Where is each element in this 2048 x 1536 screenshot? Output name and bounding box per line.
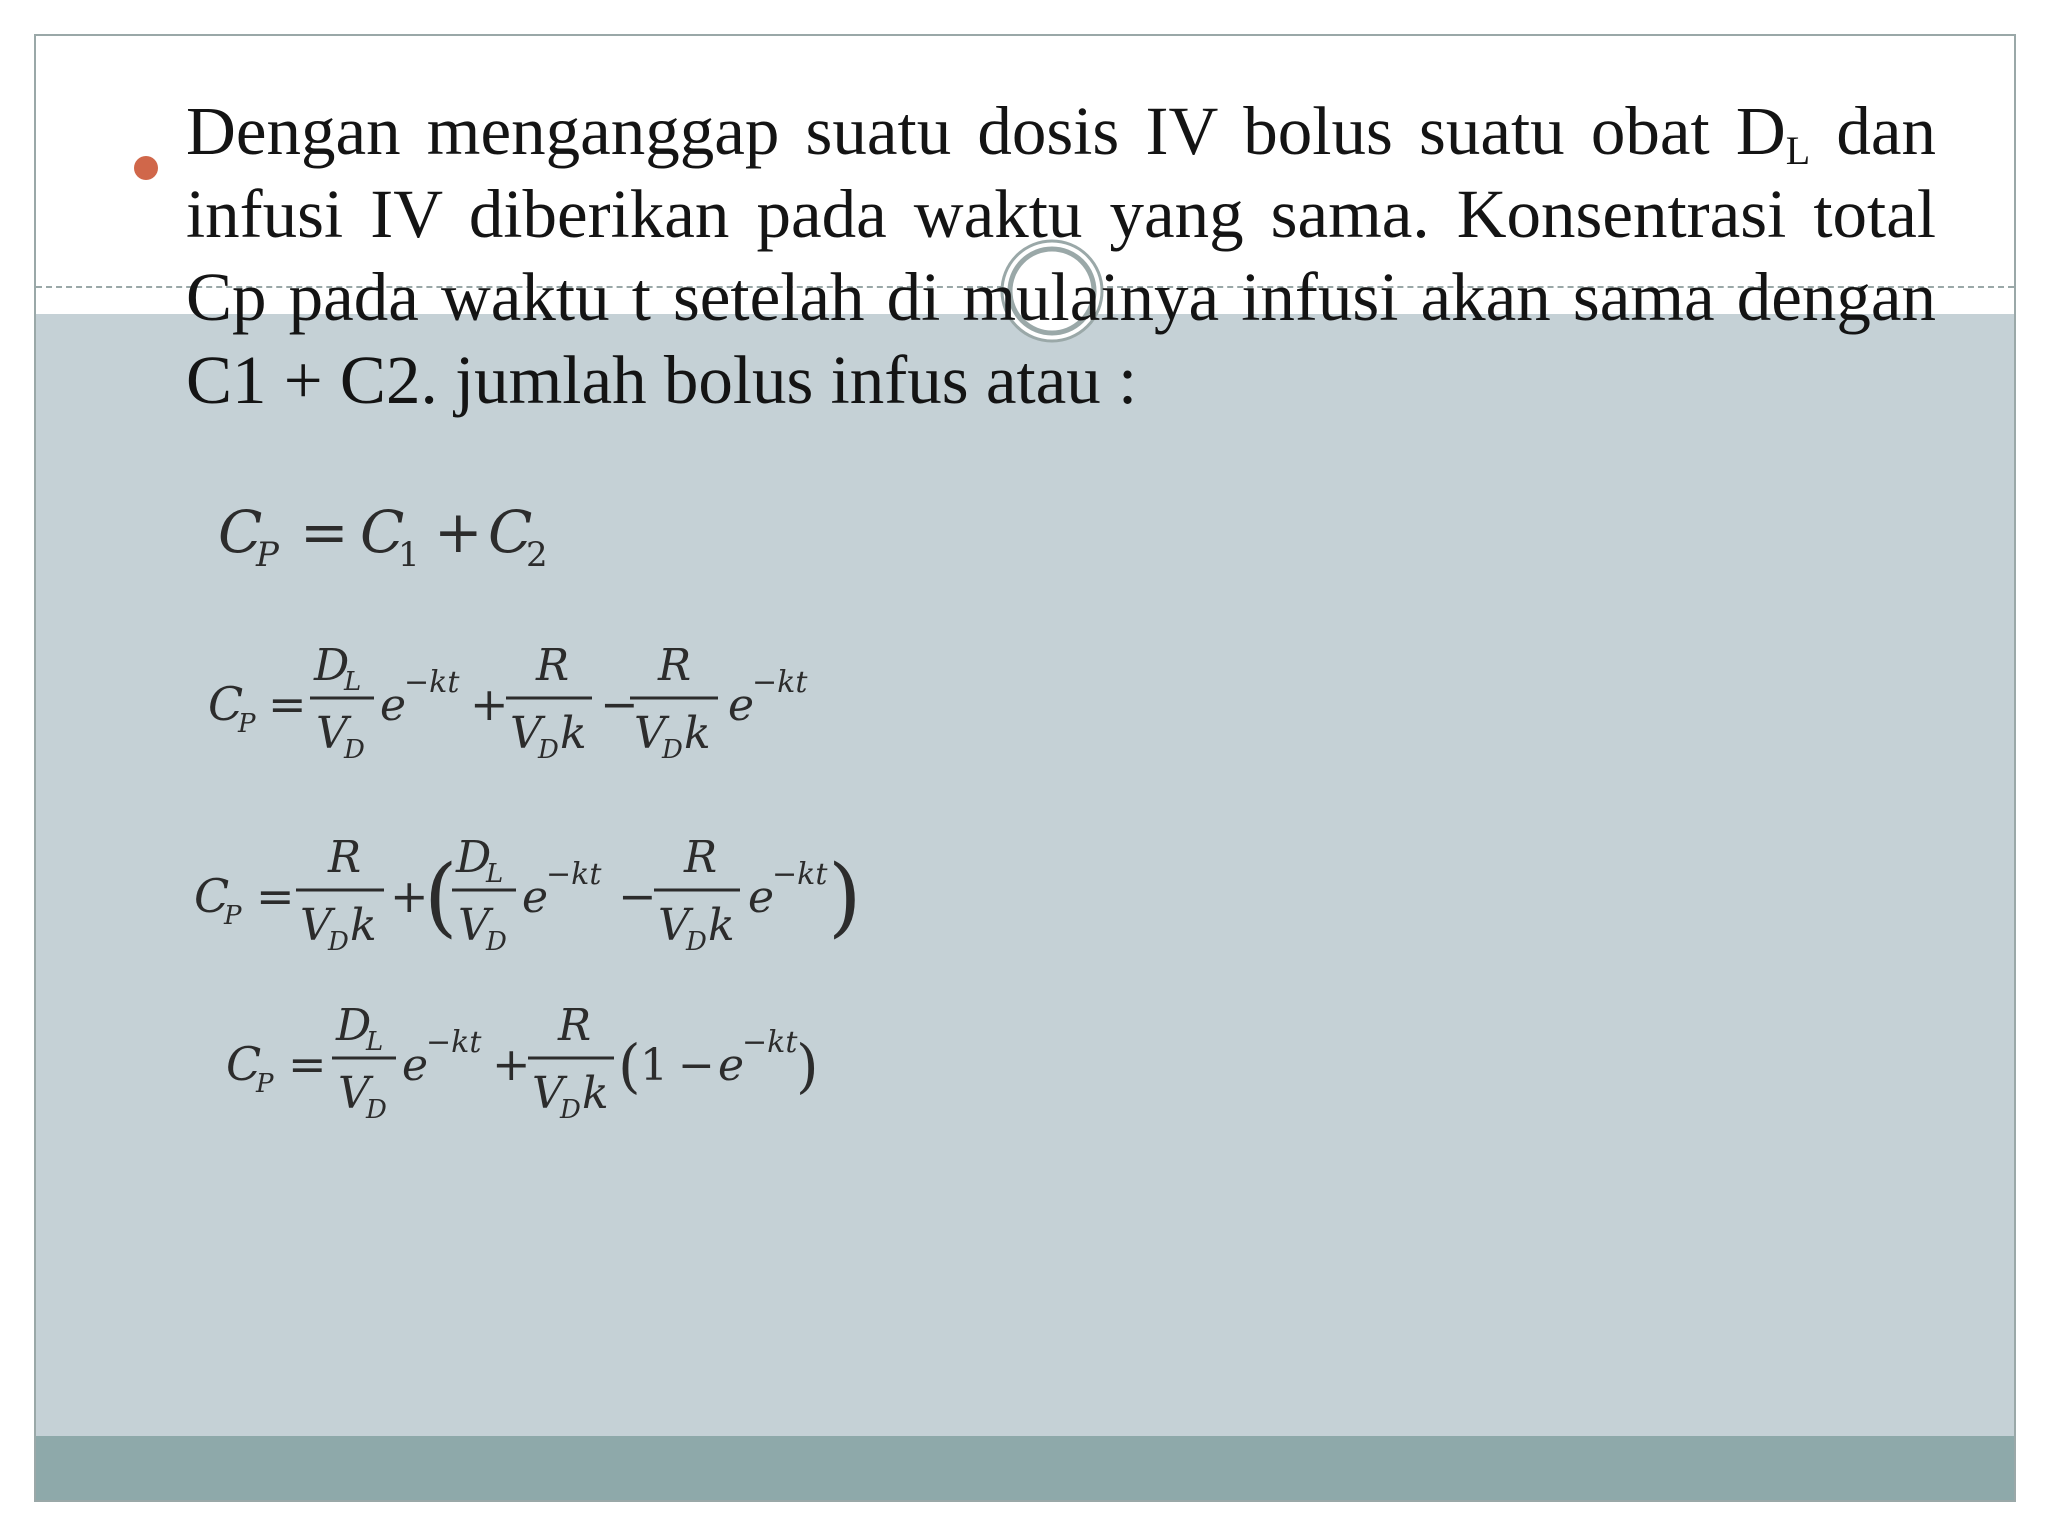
eq4-frac1-num: D [336, 1000, 372, 1051]
eq3-frac1-den-sub: D [328, 927, 349, 957]
eq4-frac2-num: R [558, 1000, 592, 1051]
eq3-frac1-den-k: k [350, 900, 377, 951]
eq3-frac2-den-sub: D [486, 927, 507, 957]
eq4-frac1-num-sub: L [366, 1027, 384, 1057]
eq2-lhs: C [208, 677, 244, 731]
eq3-right-paren: ) [828, 847, 862, 947]
eq4-exp1-base: e [402, 1040, 429, 1091]
eq1-term2-sub: 2 [526, 535, 548, 575]
eq1-term1-sub: 1 [398, 535, 420, 575]
equation-4 [226, 1000, 819, 1125]
eq3-exp1-power: −kt [546, 857, 602, 892]
eq3-frac1-den: V [300, 900, 332, 951]
eq4-exp2-base: e [718, 1040, 745, 1091]
eq2-equals: = [268, 677, 307, 731]
eq2-frac3-den-k: k [684, 708, 711, 759]
eq3-minus: − [618, 869, 657, 923]
eq3-frac3-num: R [684, 832, 718, 883]
eq2-plus: + [470, 677, 509, 731]
eq1-lhs: C [218, 498, 263, 566]
eq4-lhs: C [226, 1037, 262, 1091]
eq2-frac3-den: V [634, 708, 666, 759]
eq2-frac3-num: R [658, 640, 692, 691]
eq2-minus: − [600, 677, 639, 731]
eq4-frac1-den: V [338, 1068, 370, 1119]
eq1-lhs-sub: P [256, 535, 279, 575]
eq3-plus: + [390, 869, 429, 923]
eq3-exp2-power: −kt [772, 857, 828, 892]
eq3-left-paren: ( [424, 847, 458, 947]
eq3-lhs: C [194, 869, 230, 923]
eq2-lhs-sub: P [238, 709, 256, 739]
equation-2 [208, 640, 808, 765]
eq4-right-paren: ) [796, 1032, 819, 1100]
eq2-frac3-den-sub: D [662, 735, 683, 765]
eq2-frac2-den-k: k [560, 708, 587, 759]
eq3-frac2-den: V [458, 900, 490, 951]
eq3-frac2-num: D [456, 832, 492, 883]
eq2-frac2-num: R [536, 640, 570, 691]
eq3-frac3-den-k: k [708, 900, 735, 951]
eq4-lhs-sub: P [256, 1069, 274, 1099]
eq1-plus: + [434, 498, 483, 566]
eq3-lhs-sub: P [224, 901, 242, 931]
bullet-text-subscript: L [1785, 128, 1811, 173]
eq4-frac2-den-sub: D [560, 1095, 581, 1125]
eq4-exp2-power: −kt [742, 1025, 798, 1060]
eq3-exp1-base: e [522, 872, 549, 923]
eq3-frac2-num-sub: L [486, 859, 504, 889]
slide-footer-band [36, 1436, 2014, 1502]
eq2-frac2-den-sub: D [538, 735, 559, 765]
eq2-exp2-base: e [728, 680, 755, 731]
eq2-frac1-den-sub: D [344, 735, 365, 765]
bullet-item [86, 90, 1936, 422]
eq3-frac3-den-sub: D [686, 927, 707, 957]
equation-1 [218, 498, 548, 575]
eq4-frac1-den-sub: D [366, 1095, 387, 1125]
eq2-frac1-den: V [316, 708, 348, 759]
eq1-equals: = [300, 498, 349, 566]
eq4-frac2-den-k: k [582, 1068, 609, 1119]
equations-block [188, 480, 1388, 1200]
bullet-text-rest: dan infusi IV diberikan pada waktu yang sama. Konsentrasi total Cp pada waktu t setelah di mulainya infusi akan sama dengan C1 + C2. jumlah bolus infus atau : [186, 93, 1936, 418]
eq3-frac3-den: V [658, 900, 690, 951]
bullet-text [186, 90, 1936, 422]
bullet-text-main: Dengan menganggap suatu dosis IV bolus suatu obat D [186, 93, 1786, 169]
eq2-exp1-base: e [380, 680, 407, 731]
eq4-equals: = [288, 1037, 327, 1091]
slide-body [86, 90, 1936, 422]
eq2-frac2-den: V [510, 708, 542, 759]
eq4-left-paren: ( [618, 1032, 641, 1100]
eq2-exp1-power: −kt [404, 665, 460, 700]
eq4-one: 1 [640, 1040, 668, 1091]
eq1-term2: C [488, 498, 533, 566]
eq2-exp2-power: −kt [752, 665, 808, 700]
eq4-frac2-den: V [532, 1068, 564, 1119]
eq3-exp2-base: e [748, 872, 775, 923]
eq3-frac1-num: R [328, 832, 362, 883]
equation-3 [194, 832, 862, 957]
eq3-equals: = [256, 869, 295, 923]
eq1-term1: C [360, 498, 405, 566]
eq4-plus: + [492, 1037, 531, 1091]
eq2-frac1-num-sub: L [344, 667, 362, 697]
eq4-exp1-power: −kt [426, 1025, 482, 1060]
bullet-dot-icon [134, 156, 158, 180]
eq2-frac1-num: D [314, 640, 350, 691]
eq4-minus: − [678, 1040, 715, 1091]
